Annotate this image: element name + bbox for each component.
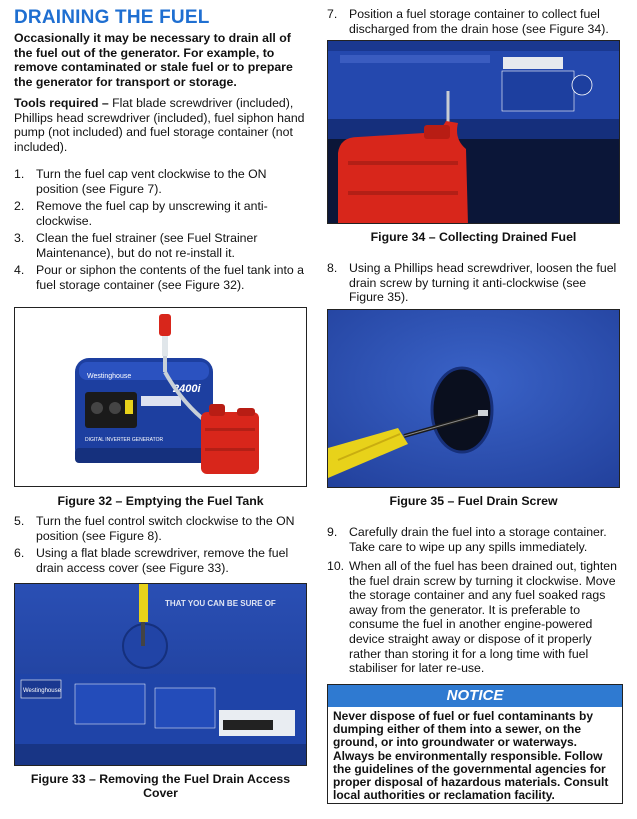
step-9: [327, 525, 623, 554]
step-number: 2.: [14, 199, 25, 213]
step-text: Pour or siphon the contents of the fuel tank into a fuel storage container (see Figure 32).: [36, 263, 304, 292]
step-10: [327, 559, 623, 676]
step-number: 9.: [327, 525, 338, 539]
step-number: 7.: [327, 7, 338, 21]
step-text: Turn the fuel control switch clockwise to the ON position (see Figure 8).: [36, 514, 295, 543]
tools-text: Flat blade screwdriver (included), Phillips head screwdriver (included), fuel siphon hand pump (not included) and fuel storage container (not included).: [14, 96, 305, 154]
figure-34-image: [327, 40, 620, 224]
step-number: 8.: [327, 261, 338, 275]
fuel-drain-screw-illustration: [328, 310, 620, 488]
generator-fuel-pump-illustration: [15, 308, 307, 487]
step-8: [327, 261, 623, 305]
step-text: When all of the fuel has been drained out, tighten the fuel drain screw by turning it clockwise. Move the storage container and any fuel soaked rags away from the generator. It is preferable to consume the fuel in another engine-powered device straight away or dispose of it properly rather than storing it for a long time with fuel stabiliser for later re-use.: [349, 559, 617, 676]
notice-heading: NOTICE: [328, 685, 622, 707]
step-number: 4.: [14, 263, 25, 277]
figure-35-caption: Figure 35 – Fuel Drain Screw: [389, 494, 558, 508]
step-text: Turn the fuel cap vent clockwise to the ON position (see Figure 7).: [36, 167, 267, 196]
tools-paragraph: [14, 96, 312, 154]
tools-label: Tools required –: [14, 96, 109, 110]
figure-33-caption: Figure 33 – Removing the Fuel Drain Access Cover: [30, 772, 291, 800]
step-text: Carefully drain the fuel into a storage container. Take care to wipe up any spills immediately.: [349, 525, 607, 554]
brand-label: Westinghouse: [87, 373, 132, 380]
step-text: Remove the fuel cap by unscrewing it anti-clockwise.: [36, 199, 268, 228]
model-label: 2400i: [173, 383, 201, 395]
collecting-fuel-illustration: [328, 41, 620, 224]
step-3: [14, 231, 310, 260]
step-number: 1.: [14, 167, 25, 181]
brand-label-33: Westinghouse: [23, 688, 61, 694]
panel-label: DIGITAL INVERTER GENERATOR: [85, 437, 164, 443]
step-number: 6.: [14, 546, 25, 560]
figure-34-caption: Figure 34 – Collecting Drained Fuel: [370, 230, 577, 244]
step-5: [14, 514, 310, 543]
page-title: DRAINING THE FUEL: [14, 7, 210, 28]
step-2: [14, 199, 310, 228]
figure-35-image: [327, 309, 620, 488]
step-text: Using a flat blade screwdriver, remove the fuel drain access cover (see Figure 33).: [36, 546, 289, 575]
step-text: Clean the fuel strainer (see Fuel Strainer Maintenance), but do not re-install it.: [36, 231, 258, 260]
step-number: 5.: [14, 514, 25, 528]
figure-33-image: [14, 583, 307, 766]
step-6: [14, 546, 310, 575]
notice-box: [327, 684, 623, 804]
panel-slogan: THAT YOU CAN BE SURE OF: [165, 599, 276, 608]
figure-32-caption: Figure 32 – Emptying the Fuel Tank: [57, 494, 264, 508]
step-4: [14, 263, 310, 292]
step-7: [327, 7, 623, 36]
step-1: [14, 167, 310, 196]
step-number: 3.: [14, 231, 25, 245]
figure-32-image: [14, 307, 307, 487]
step-text: Using a Phillips head screwdriver, loosen the fuel drain screw by turning it anti-clockwise (see Figure 35).: [349, 261, 617, 305]
step-number: 10.: [327, 559, 345, 573]
step-text: Position a fuel storage container to collect fuel discharged from the drain hose (see Figure 34).: [349, 7, 609, 36]
drain-access-cover-illustration: [15, 584, 307, 766]
notice-text: Never dispose of fuel or fuel contaminants by dumping either of them into a sewer, on the ground, or into groundwater or waterways. Always be environmentally responsible. Follow the guidelines of the governmental agencies for proper disposal of hazardous materials. Consult local authorities or reclamation facility.: [333, 709, 609, 803]
intro-paragraph: Occasionally it may be necessary to drain all of the fuel out of the generator. For example, to remove contaminated or stale fuel or to prepare the generator for transport or storage.: [14, 31, 293, 89]
